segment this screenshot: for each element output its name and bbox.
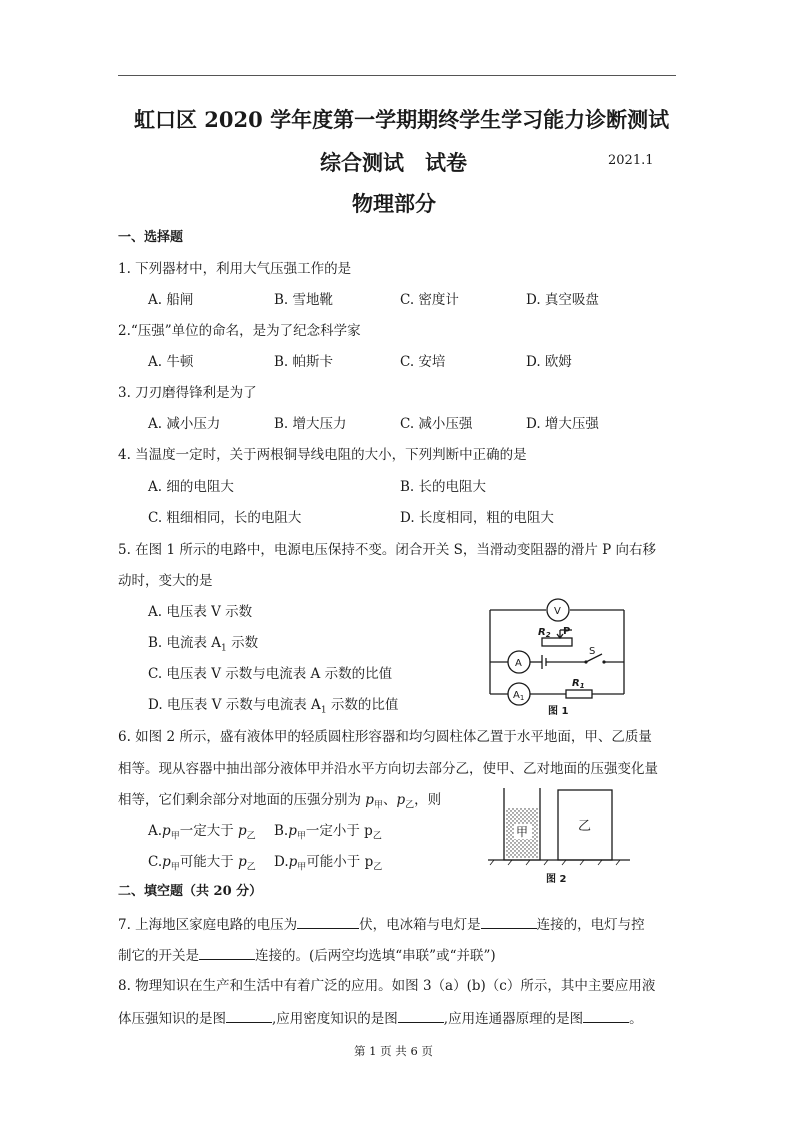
q6-c-letter: C. bbox=[148, 854, 163, 870]
q4-option-d: D. 长度相同，粗的电阻大 bbox=[400, 510, 554, 526]
ammeter-a1-label bbox=[513, 690, 524, 702]
q5-option-b-sub: 1 bbox=[221, 643, 227, 654]
pressure-figure-2 bbox=[486, 782, 632, 888]
r2-sub: 2 bbox=[545, 631, 551, 639]
q6-option-a bbox=[148, 822, 256, 846]
q6-stem-line1: 6. 如图 2 所示，盛有液体甲的轻质圆柱形容器和均匀圆柱体乙置于水平地面，甲、乙质量 bbox=[118, 729, 652, 745]
circuit-figure-1 bbox=[486, 594, 630, 718]
q3-option-a: A. 减小压力 bbox=[148, 416, 221, 432]
q5-option-b-text: B. 电流表 A bbox=[148, 635, 222, 651]
switch-contact bbox=[602, 660, 605, 663]
yi-sub: 乙 bbox=[246, 831, 256, 842]
exam-subtitle: 综合测试 试卷 bbox=[320, 150, 467, 175]
switch-pivot bbox=[584, 660, 587, 663]
q8-text-b: ,应用密度知识的是图 bbox=[272, 1011, 398, 1027]
p-symbol: p bbox=[162, 823, 171, 839]
q6-option-d bbox=[274, 853, 382, 877]
q5-option-d-text: D. 电压表 V 示数与电流表 A bbox=[148, 697, 321, 713]
liquid-jia-label: 甲 bbox=[516, 825, 529, 839]
jia-sub: 甲 bbox=[297, 862, 307, 873]
header-rule bbox=[118, 75, 676, 76]
q5-option-c: C. 电压表 V 示数与电流表 A 示数的比值 bbox=[148, 666, 393, 682]
q5-option-d-tail: 示数的比值 bbox=[326, 697, 399, 713]
q6-option-b bbox=[274, 822, 382, 846]
r1-label bbox=[572, 678, 585, 690]
q6-option-c bbox=[148, 853, 256, 877]
q6-separator: 、 bbox=[382, 792, 397, 808]
q8-blank-1[interactable] bbox=[226, 1008, 272, 1023]
q8-blank-2[interactable] bbox=[398, 1008, 444, 1023]
q5-stem-line2: 动时，变大的是 bbox=[118, 573, 213, 589]
q7-text-a: 7. 上海地区家庭电路的电压为 bbox=[118, 917, 298, 933]
figure-1-caption: 图 1 bbox=[548, 706, 569, 717]
ground-hatch bbox=[598, 860, 602, 865]
r1-letter: R bbox=[572, 678, 580, 689]
q1-option-a: A. 船闸 bbox=[148, 292, 194, 308]
ground-hatch bbox=[616, 860, 620, 865]
ground-hatch bbox=[544, 860, 548, 865]
ammeter-a1-sub: 1 bbox=[519, 694, 525, 702]
ground-hatch bbox=[490, 860, 494, 865]
p-symbol: p bbox=[238, 823, 247, 839]
q1-option-d: D. 真空吸盘 bbox=[526, 292, 599, 308]
q6-d-text: 可能小于 p bbox=[306, 854, 374, 870]
resistor-r1 bbox=[566, 690, 592, 698]
q6-line3-text: 相等，它们剩余部分对地面的压强分别为 bbox=[118, 792, 366, 808]
ammeter-a-label: A bbox=[515, 658, 522, 669]
jia-sub: 甲 bbox=[170, 862, 180, 873]
ground-hatch bbox=[562, 860, 566, 865]
q1-option-c: C. 密度计 bbox=[400, 292, 459, 308]
q6-stem-line3 bbox=[118, 791, 441, 815]
q8-text-d: 。 bbox=[629, 1011, 643, 1027]
q5-option-b-tail: 示数 bbox=[226, 635, 259, 651]
voltmeter-label: V bbox=[554, 606, 561, 617]
ground-hatch bbox=[508, 860, 512, 865]
p-symbol: p bbox=[365, 792, 374, 808]
q6-d-letter: D. bbox=[274, 854, 289, 870]
q5-option-d-sub: 1 bbox=[320, 705, 327, 716]
p-symbol: p bbox=[162, 854, 171, 870]
q2-option-a: A. 牛顿 bbox=[148, 354, 194, 370]
switch-s-label: S bbox=[589, 646, 596, 657]
q6-a-text: 一定大于 bbox=[179, 823, 239, 839]
p-symbol: p bbox=[288, 854, 298, 870]
page-footer: 第 1 页 共 6 页 bbox=[354, 1044, 433, 1058]
q7-text-b: 伏，电冰箱与电灯是 bbox=[359, 917, 481, 933]
part2-heading: 二、填空题（共 20 分） bbox=[118, 884, 263, 899]
q8-line1: 8. 物理知识在生产和生活中有着广泛的应用。如图 3（a）(b)（c）所示，其中主要应用液 bbox=[118, 978, 656, 994]
q7-line1 bbox=[118, 914, 645, 934]
r1-sub: 1 bbox=[579, 682, 585, 690]
ground-hatch bbox=[526, 860, 530, 865]
q7-text-d: 制它的开关是 bbox=[118, 948, 199, 964]
ground-hatch bbox=[580, 860, 584, 865]
part1-heading: 一、选择题 bbox=[118, 230, 184, 245]
yi-sub: 乙 bbox=[405, 800, 415, 811]
cylinder-yi-label: 乙 bbox=[578, 819, 592, 834]
q1-stem: 1. 下列器材中，利用大气压强工作的是 bbox=[118, 261, 352, 277]
q5-stem-line1: 5. 在图 1 所示的电路中，电源电压保持不变。闭合开关 S，当滑动变阻器的滑片 P 向右移 bbox=[118, 542, 657, 558]
slider-p-label: P bbox=[563, 626, 571, 637]
q2-option-c: C. 安培 bbox=[400, 354, 446, 370]
q2-option-b: B. 帕斯卡 bbox=[274, 354, 334, 370]
q7-blank-3[interactable] bbox=[199, 945, 255, 960]
ammeter-a1-letter: A bbox=[513, 690, 520, 701]
q4-option-b: B. 长的电阻大 bbox=[400, 479, 487, 495]
r2-label bbox=[538, 627, 551, 639]
q3-option-b: B. 增大压力 bbox=[274, 416, 347, 432]
jia-sub: 甲 bbox=[296, 831, 306, 842]
exam-date: 2021.1 bbox=[608, 153, 654, 168]
q6-c-text: 可能大于 bbox=[179, 854, 239, 870]
q8-text-a: 体压强知识的是图 bbox=[118, 1011, 226, 1027]
q8-text-c: ,应用连通器原理的是图 bbox=[443, 1011, 584, 1027]
jia-sub: 甲 bbox=[373, 800, 383, 811]
q3-stem: 3. 刀刃磨得锋利是为了 bbox=[118, 385, 257, 401]
q6-b-text: 一定小于 p bbox=[305, 823, 373, 839]
q7-blank-1[interactable] bbox=[297, 914, 359, 929]
yi-sub: 乙 bbox=[246, 862, 256, 873]
q4-option-c: C. 粗细相同，长的电阻大 bbox=[148, 510, 302, 526]
q5-option-b bbox=[148, 634, 258, 658]
q5-option-a: A. 电压表 V 示数 bbox=[148, 604, 253, 620]
q7-line2 bbox=[118, 945, 496, 965]
p-symbol: p bbox=[396, 792, 406, 808]
q1-option-b: B. 雪地靴 bbox=[274, 292, 334, 308]
q2-option-d: D. 欧姆 bbox=[526, 354, 572, 370]
q8-blank-3[interactable] bbox=[583, 1008, 629, 1023]
section-title: 物理部分 bbox=[352, 191, 436, 216]
yi-sub: 乙 bbox=[373, 862, 383, 873]
rheostat-r2 bbox=[542, 638, 572, 646]
p-symbol: p bbox=[238, 854, 247, 870]
q7-text-c: 连接的，电灯与控 bbox=[536, 917, 645, 933]
jia-sub: 甲 bbox=[170, 831, 180, 842]
q7-text-e: 连接的。(后两空均选填“串联”或“并联”) bbox=[255, 948, 496, 964]
yi-sub: 乙 bbox=[372, 831, 382, 842]
q6-a-letter: A. bbox=[148, 823, 163, 839]
exam-title: 虹口区 2020 学年度第一学期期终学生学习能力诊断测试 bbox=[134, 107, 670, 132]
q2-stem: 2.“压强”单位的命名，是为了纪念科学家 bbox=[118, 323, 361, 339]
q5-option-d bbox=[148, 696, 398, 720]
q8-line2 bbox=[118, 1008, 643, 1028]
q3-option-c: C. 减小压强 bbox=[400, 416, 473, 432]
q4-stem: 4. 当温度一定时，关于两根铜导线电阻的大小，下列判断中正确的是 bbox=[118, 447, 527, 463]
r2-letter: R bbox=[538, 627, 546, 638]
q6-b-letter: B. bbox=[274, 823, 289, 839]
q6-stem-line2: 相等。现从容器中抽出部分液体甲并沿水平方向切去部分乙，使甲、乙对地面的压强变化量 bbox=[118, 761, 658, 777]
figure-2-caption: 图 2 bbox=[546, 874, 567, 885]
q7-blank-2[interactable] bbox=[481, 914, 537, 929]
q6-line3-tail: ，则 bbox=[414, 792, 442, 808]
p-symbol: p bbox=[288, 823, 297, 839]
q4-option-a: A. 细的电阻大 bbox=[148, 479, 234, 495]
q3-option-d: D. 增大压强 bbox=[526, 416, 599, 432]
